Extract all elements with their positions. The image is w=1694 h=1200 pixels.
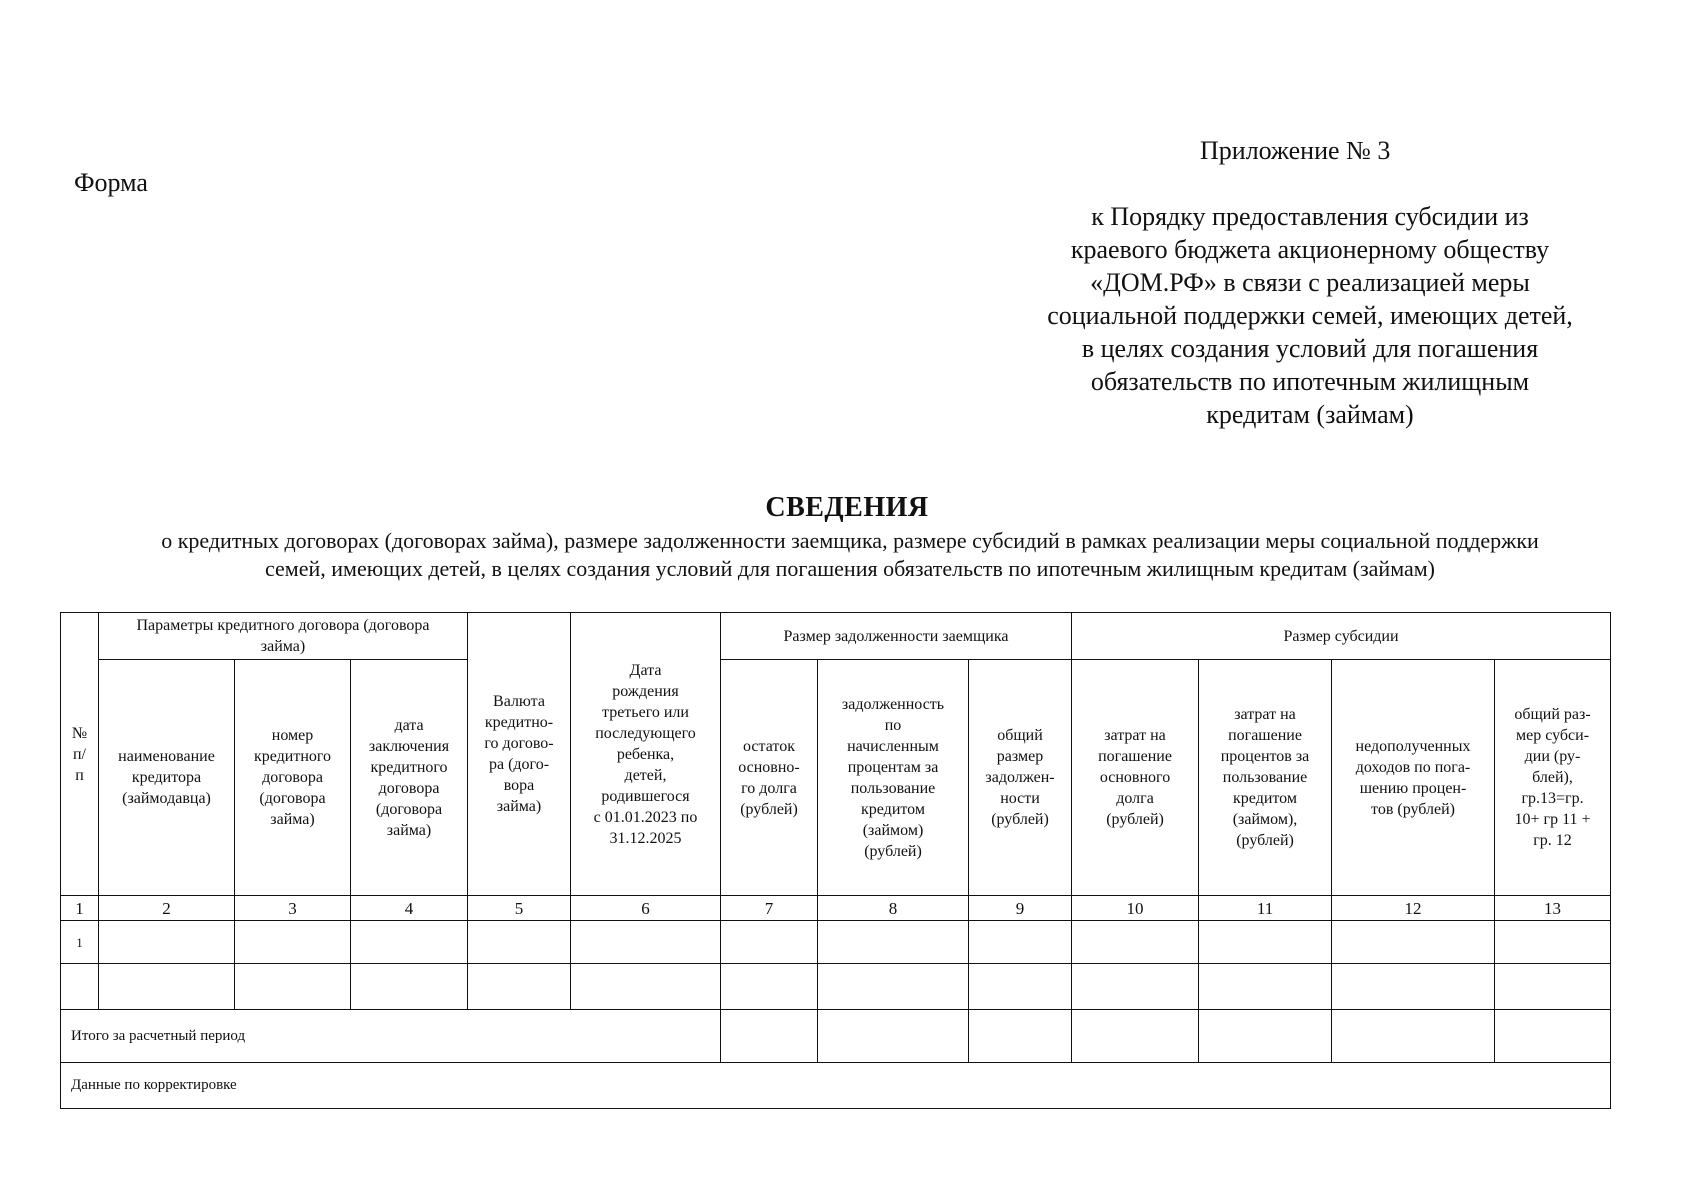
table-row <box>61 921 1611 964</box>
table-cell <box>818 964 969 1010</box>
column-number: 9 <box>969 896 1072 921</box>
table-cell <box>969 1010 1072 1063</box>
table-row <box>61 964 1611 1010</box>
table-cell <box>721 1010 818 1063</box>
table-cell <box>99 964 235 1010</box>
header-col-total-debt: общий размер задолжен- ности (рублей) <box>969 660 1072 896</box>
table-cell <box>1199 1010 1332 1063</box>
table-cell <box>1495 964 1611 1010</box>
document-title: СВЕДЕНИЯ <box>765 492 929 523</box>
header-col-subsidy-principal: затрат на погашение основного долга (рублей) <box>1072 660 1199 896</box>
total-label: Итого за расчетный период <box>61 1010 721 1063</box>
column-number: 12 <box>1332 896 1495 921</box>
header-col-number: № п/ п <box>61 613 99 896</box>
table-cell <box>235 964 351 1010</box>
table-cell <box>468 964 571 1010</box>
header-group-debt: Размер задолженности заемщика <box>721 613 1072 660</box>
header-col-contract-date: дата заключения кредитного договора (договора займа) <box>351 660 468 896</box>
header-group-params: Параметры кредитного договора (договора займа) <box>99 613 468 660</box>
column-number: 1 <box>61 896 99 921</box>
table-cell <box>351 921 468 964</box>
table-cell <box>468 921 571 964</box>
table-cell <box>721 964 818 1010</box>
table-cell <box>1072 964 1199 1010</box>
column-number: 3 <box>235 896 351 921</box>
column-number: 10 <box>1072 896 1199 921</box>
form-label: Форма <box>74 168 148 197</box>
correction-label: Данные по корректировке <box>61 1063 1611 1109</box>
table-cell <box>969 921 1072 964</box>
row-number: 1 <box>61 921 99 964</box>
header-col-currency: Валюта кредитно- го догово- ра (дого- вора займа) <box>468 613 571 896</box>
column-number: 5 <box>468 896 571 921</box>
table-cell <box>1199 921 1332 964</box>
table-cell <box>969 964 1072 1010</box>
header-row-columns <box>61 660 1611 896</box>
column-number: 8 <box>818 896 969 921</box>
table-cell <box>1495 921 1611 964</box>
table-cell <box>351 964 468 1010</box>
appendix-text: к Порядку предоставления субсидии из краевого бюджета акционерному обществу «ДОМ.РФ» в связи с реализацией меры социальной поддержки семей, имеющих детей, в целях создания условий для погашения обязательств по ипотечным жилищным кредитам (займам) <box>1047 202 1573 429</box>
header-col-subsidy-interest: затрат на погашение процентов за пользование кредитом (займом), (рублей) <box>1199 660 1332 896</box>
table-cell <box>1332 1010 1495 1063</box>
column-number: 7 <box>721 896 818 921</box>
column-number-row <box>61 896 1611 921</box>
table-cell <box>571 964 721 1010</box>
table-cell <box>818 1010 969 1063</box>
table-cell <box>61 964 99 1010</box>
total-row <box>61 1010 1611 1063</box>
header-col-interest-debt: задолженность по начисленным процентам за пользование кредитом (займом) (рублей) <box>818 660 969 896</box>
table-cell <box>1199 964 1332 1010</box>
correction-row <box>61 1063 1611 1109</box>
table-cell <box>235 921 351 964</box>
table-cell <box>1072 1010 1199 1063</box>
column-number: 2 <box>99 896 235 921</box>
header-col-subsidy-total: общий раз- мер субси- дии (ру- блей), гр.13=гр. 10+ гр 11 + гр. 12 <box>1495 660 1611 896</box>
header-group-subsidy: Размер субсидии <box>1072 613 1611 660</box>
header-row-groups <box>61 613 1611 660</box>
table-cell <box>1332 921 1495 964</box>
header-col-principal: остаток основно- го долга (рублей) <box>721 660 818 896</box>
document-subtitle: о кредитных договорах (договорах займа), размере задолженности заемщика, размере субсидий в рамках реализации меры социальной поддержки семей, имеющих детей, в целях создания условий для погашения обязательств по ипотечным жилищным кредитам (займам) <box>161 528 1539 581</box>
column-number: 4 <box>351 896 468 921</box>
appendix-number: Приложение № 3 <box>1200 136 1391 165</box>
table-cell <box>1332 964 1495 1010</box>
header-col-contract-number: номер кредитного договора (договора займа) <box>235 660 351 896</box>
table-cell <box>1495 1010 1611 1063</box>
column-number: 11 <box>1199 896 1332 921</box>
table-cell <box>1072 921 1199 964</box>
column-number: 13 <box>1495 896 1611 921</box>
table-cell <box>99 921 235 964</box>
table-cell <box>721 921 818 964</box>
info-table <box>60 612 1611 1109</box>
header-col-subsidy-lost-income: недополученных доходов по пога- шению процен- тов (рублей) <box>1332 660 1495 896</box>
table-cell <box>818 921 969 964</box>
column-number: 6 <box>571 896 721 921</box>
header-col-creditor: наименование кредитора (займодавца) <box>99 660 235 896</box>
header-col-birth-date: Дата рождения третьего или последующего ребенка, детей, родившегося с 01.01.2023 по 31.12.2025 <box>571 613 721 896</box>
table-cell <box>571 921 721 964</box>
